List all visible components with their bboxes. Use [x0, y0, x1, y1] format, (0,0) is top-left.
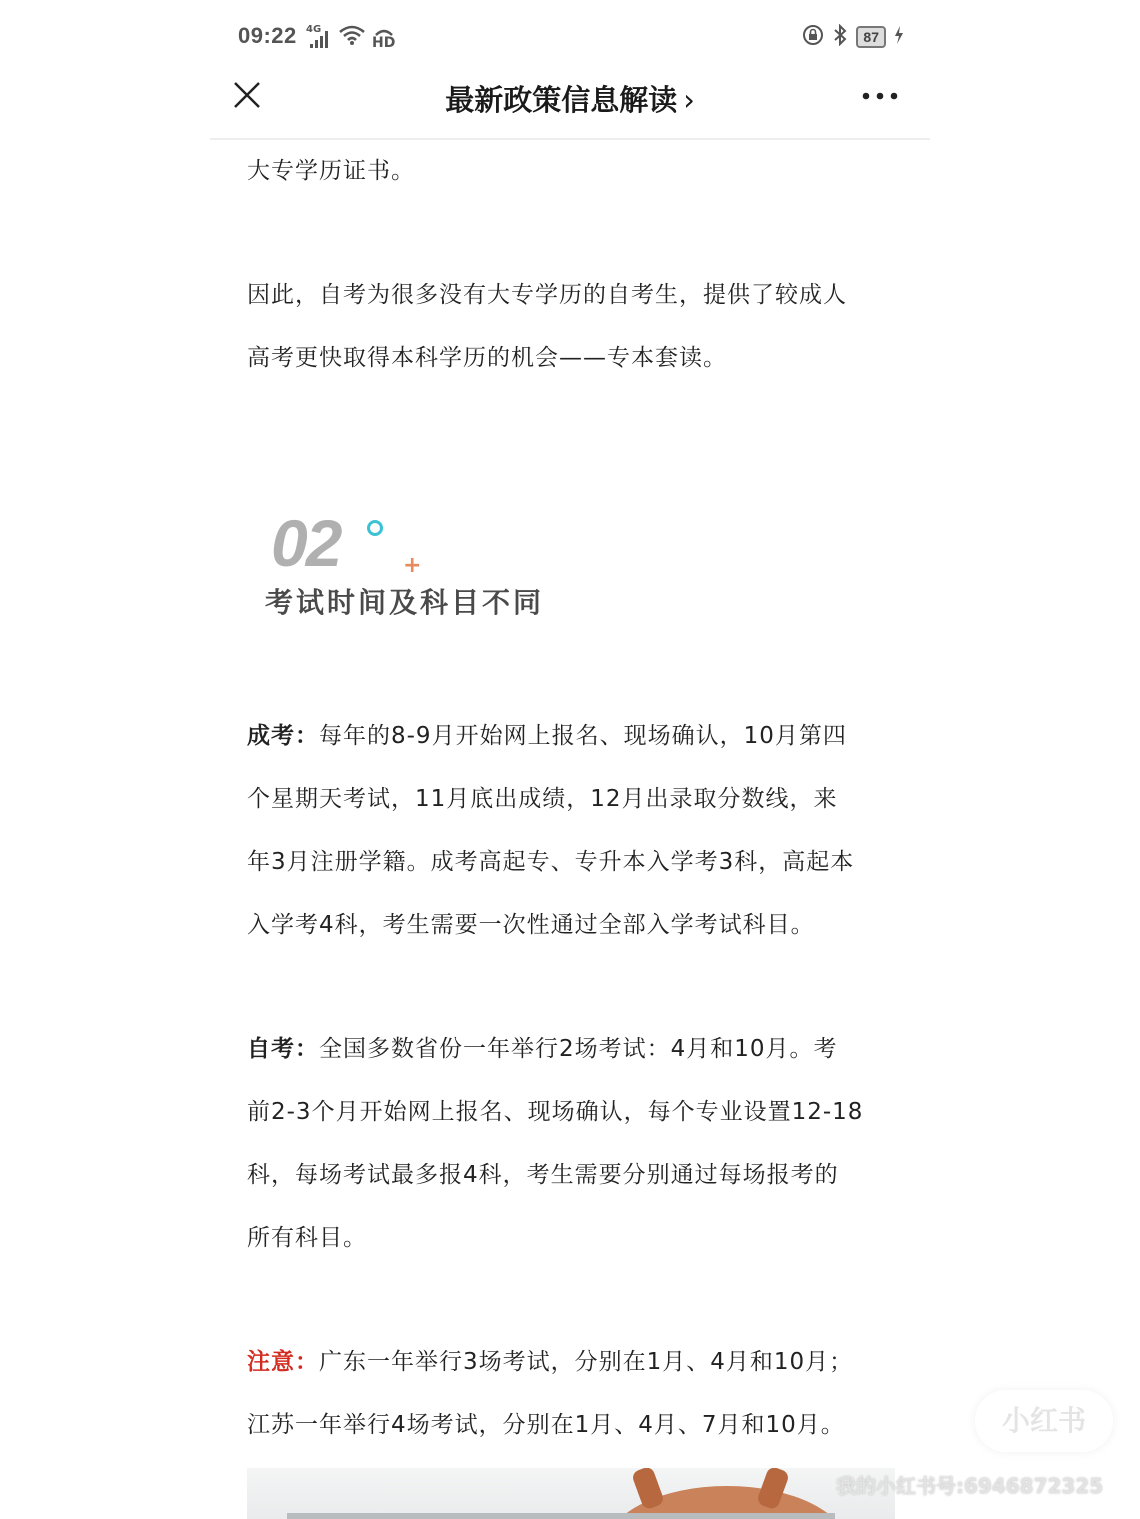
paragraph-line: 高考更快取得本科学历的机会——专本套读。: [247, 345, 727, 371]
bluetooth-icon: [832, 24, 848, 50]
battery-icon: 87: [856, 26, 886, 48]
image-strip: [287, 1513, 835, 1519]
paragraph-top: 大专学历证书。: [247, 158, 415, 184]
chevron-right-icon: ›: [683, 83, 695, 117]
chengkao-lead: 成考：: [247, 723, 319, 749]
paragraph-line: 个星期天考试，11月底出成绩，12月出录取分数线，来: [247, 786, 838, 812]
wifi-icon: [338, 24, 366, 50]
section-heading: [265, 505, 585, 625]
note-text: 广东一年举行3场考试，分别在1月、4月和10月；: [319, 1349, 854, 1375]
paragraph-line: [247, 705, 907, 768]
zikao-text: 全国多数省份一年举行2场考试：4月和10月。考: [319, 1036, 838, 1062]
note-lead: 注意：: [247, 1349, 319, 1375]
paragraph-chengkao: [247, 705, 907, 957]
paragraph-line: 所有科目。: [247, 1225, 367, 1251]
paragraph-line: 入学考4科，考生需要一次性通过全部入学考试科目。: [247, 912, 815, 938]
paragraph-line: 年3月注册学籍。成考高起专、专升本入学考3科，高起本: [247, 849, 855, 875]
article-image: [247, 1468, 895, 1519]
paragraph-line: 科，每场考试最多报4科，考生需要分别通过每场报考的: [247, 1162, 839, 1188]
watermark-id: 我的小红书号:6946872325: [836, 1474, 1104, 1498]
rotation-lock-icon: [802, 24, 824, 50]
status-bar: [210, 18, 930, 58]
status-right-icons: [802, 24, 904, 50]
paragraph-line: [247, 1018, 907, 1081]
page-title-text: 最新政策信息解读: [445, 83, 678, 117]
paragraph-line: 因此，自考为很多没有大专学历的自考生，提供了较成人: [247, 282, 847, 308]
paragraph-zikao: [247, 1018, 907, 1270]
status-left-icons: [306, 24, 395, 50]
signal-icon: [306, 24, 332, 50]
accent-circle-icon: [367, 520, 383, 536]
page-title[interactable]: [210, 78, 930, 119]
hd-label: HD: [372, 35, 396, 51]
nav-bar: [210, 60, 930, 140]
watermark-logo: 小红书: [975, 1390, 1113, 1452]
status-time: 09:22: [238, 23, 297, 48]
more-icon[interactable]: [860, 82, 900, 110]
paragraph-line: [247, 1331, 907, 1394]
hd-call-icon: [372, 29, 395, 50]
paragraph-line: 前2-3个月开始网上报名、现场确认，每个专业设置12-18: [247, 1099, 864, 1125]
zikao-lead: 自考：: [247, 1036, 319, 1062]
paragraph-therefore: [247, 264, 907, 390]
accent-plus-icon: +: [403, 553, 422, 578]
paragraph-note: [247, 1331, 907, 1457]
chengkao-text: 每年的8-9月开始网上报名、现场确认，10月第四: [319, 723, 847, 749]
mascot-ear-left: [631, 1468, 665, 1511]
section-number: 02: [271, 506, 341, 580]
paragraph-line: 江苏一年举行4场考试，分别在1月、4月、7月和10月。: [247, 1412, 845, 1438]
phone-screen: [210, 0, 930, 1519]
network-type: 4G: [306, 24, 322, 35]
charging-icon: [894, 25, 904, 49]
section-title: 考试时间及科目不同: [265, 586, 545, 619]
